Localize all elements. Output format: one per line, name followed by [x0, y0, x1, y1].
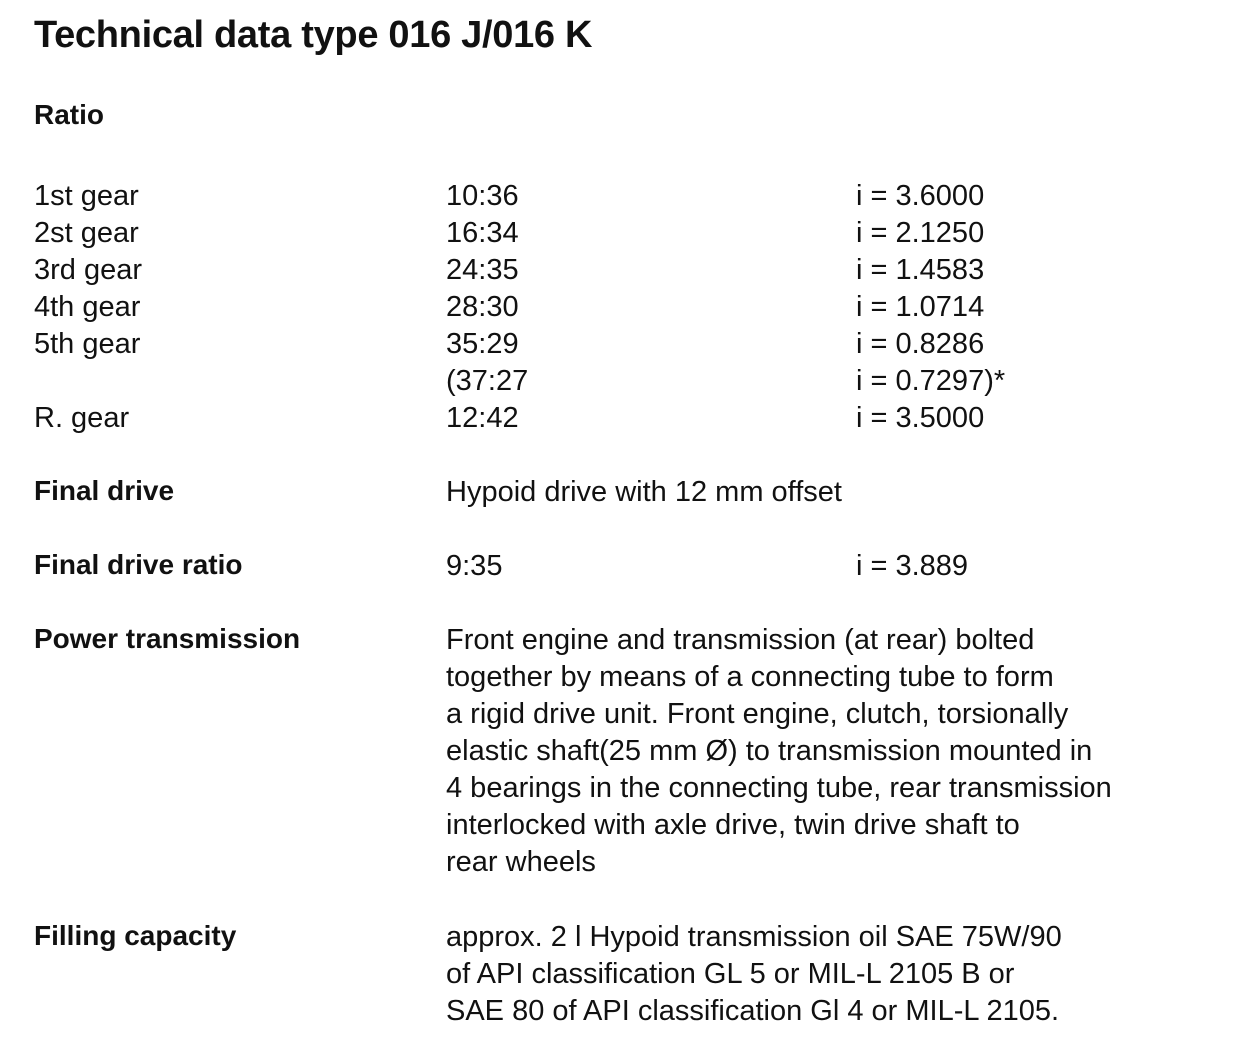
text-line: together by means of a connecting tube to form: [446, 661, 1054, 693]
gear-name: 4th gear: [34, 291, 141, 323]
gear-teeth: 24:35: [446, 254, 519, 286]
final-drive-teeth: 9:35: [446, 550, 503, 582]
text-line: Front engine and transmission (at rear) bolted: [446, 624, 1035, 656]
gear-row: [0, 326, 1248, 363]
gear-name: 1st gear: [34, 180, 139, 212]
text-line: interlocked with axle drive, twin drive shaft to: [446, 809, 1020, 841]
final-drive-row: [0, 474, 1248, 511]
gear-row: [0, 400, 1248, 437]
text-line: elastic shaft(25 mm Ø) to transmission mounted in: [446, 735, 1093, 767]
power-transmission-text: [446, 622, 1236, 881]
gear-ratio: i = 0.7297)*: [856, 365, 1006, 397]
filling-capacity-label: Filling capacity: [34, 920, 237, 951]
text-line: of API classification GL 5 or MIL-L 2105 B or: [446, 958, 1015, 990]
gear-teeth: 16:34: [446, 217, 519, 249]
gear-teeth: 10:36: [446, 180, 519, 212]
power-transmission-label: Power transmission: [34, 623, 301, 654]
gear-ratio: i = 3.5000: [856, 402, 985, 434]
gear-teeth: 35:29: [446, 328, 519, 360]
gear-ratio: i = 1.4583: [856, 254, 985, 286]
gear-ratio: i = 3.6000: [856, 180, 985, 212]
ratio-heading: Ratio: [34, 99, 104, 130]
gear-name: 3rd gear: [34, 254, 143, 286]
gear-teeth: 28:30: [446, 291, 519, 323]
gear-ratio: i = 2.1250: [856, 217, 985, 249]
final-drive-ratio-value: i = 3.889: [856, 550, 969, 582]
gear-teeth: (37:27: [446, 365, 529, 397]
gear-ratio: i = 0.8286: [856, 328, 985, 360]
gear-ratio: i = 1.0714: [856, 291, 985, 323]
final-drive-ratio-label: Final drive ratio: [34, 549, 243, 580]
gear-name: R. gear: [34, 402, 130, 434]
page-title: Technical data type 016 J/016 K: [34, 14, 593, 56]
gear-teeth: 12:42: [446, 402, 519, 434]
text-line: 4 bearings in the connecting tube, rear transmission: [446, 772, 1112, 804]
text-line: approx. 2 l Hypoid transmission oil SAE 75W/90: [446, 921, 1062, 953]
gear-row: [0, 289, 1248, 326]
gear-row: [0, 215, 1248, 252]
text-line: a rigid drive unit. Front engine, clutch, torsionally: [446, 698, 1069, 730]
gear-name: 5th gear: [34, 328, 141, 360]
filling-capacity-text: [446, 919, 1236, 1030]
text-line: rear wheels: [446, 846, 596, 878]
gear-row: [0, 178, 1248, 215]
final-drive-ratio-row: [0, 548, 1248, 585]
gear-name: 2st gear: [34, 217, 139, 249]
final-drive-label: Final drive: [34, 475, 175, 506]
gear-row: [0, 363, 1248, 400]
text-line: SAE 80 of API classification Gl 4 or MIL-L 2105.: [446, 995, 1060, 1027]
final-drive-value: Hypoid drive with 12 mm offset: [446, 476, 842, 508]
gear-row: [0, 252, 1248, 289]
